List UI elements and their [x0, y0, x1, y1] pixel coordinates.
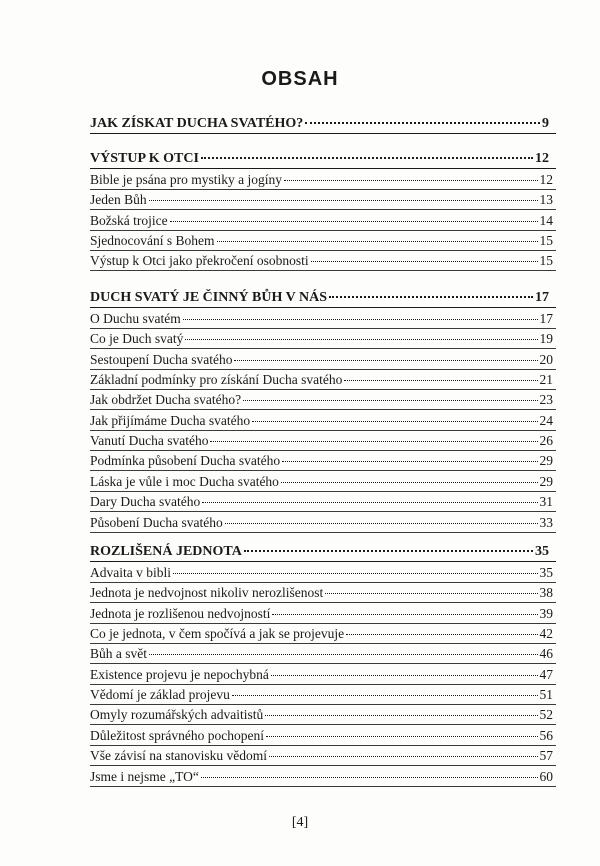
- dot-leader: [329, 284, 533, 298]
- toc-entry: [90, 190, 553, 209]
- dot-leader: [149, 643, 538, 655]
- entry-page-number: 15: [539, 253, 553, 269]
- toc-entry: [90, 685, 553, 704]
- dot-leader: [284, 169, 538, 181]
- dot-leader: [217, 230, 538, 242]
- entry-page-number: 33: [539, 514, 553, 530]
- section-page-number: 35: [535, 544, 549, 559]
- toc-entry: [90, 251, 553, 270]
- dot-leader: [201, 766, 538, 778]
- section-heading: [90, 287, 549, 308]
- dot-leader: [234, 349, 537, 361]
- toc-entry: [90, 472, 553, 491]
- entry-title: Vanutí Ducha svatého: [90, 433, 209, 449]
- entry-page-number: 29: [539, 473, 553, 489]
- entry-title: Láska je vůle i moc Ducha svatého: [90, 473, 279, 489]
- section-page-number: 12: [535, 151, 549, 166]
- dot-leader: [305, 110, 540, 124]
- entry-page-number: 20: [539, 351, 553, 367]
- section-title: ROZLIŠENÁ JEDNOTA: [90, 544, 242, 559]
- entry-title: Důležitost správného pochopení: [90, 727, 264, 743]
- section-title: JAK ZÍSKAT DUCHA SVATÉHO?: [90, 116, 304, 131]
- section-title: VÝSTUP K OTCI: [90, 151, 199, 166]
- entry-title: Advaita v bibli: [90, 565, 171, 580]
- dot-leader: [244, 538, 533, 552]
- dot-leader: [170, 210, 538, 222]
- dot-leader: [325, 582, 537, 594]
- entry-title: Působení Ducha svatého: [90, 514, 223, 530]
- toc-entry: [90, 350, 553, 369]
- entry-page-number: 31: [539, 494, 553, 510]
- toc-entry: [90, 513, 553, 532]
- dot-leader: [149, 189, 538, 201]
- entry-page-number: 35: [539, 565, 553, 580]
- entry-title: Výstup k Otci jako překročení osobnosti: [90, 253, 309, 269]
- entry-page-number: 39: [539, 605, 553, 621]
- entry-page-number: 38: [539, 585, 553, 601]
- toc-entry: [90, 390, 553, 409]
- toc-entry: [90, 563, 553, 582]
- toc-entry: [90, 726, 553, 745]
- entry-page-number: 21: [539, 372, 553, 388]
- section-title: DUCH SVATÝ JE ČINNÝ BŮH V NÁS: [90, 290, 328, 305]
- entry-page-number: 29: [539, 453, 553, 469]
- section-heading: [90, 148, 549, 169]
- section-heading: [90, 113, 549, 134]
- entry-page-number: 19: [539, 331, 553, 347]
- dot-leader: [243, 389, 537, 401]
- entry-title: Omyly rozumářských advaitistů: [90, 707, 264, 723]
- dot-leader: [173, 562, 538, 574]
- toc-entry: [90, 329, 553, 348]
- dot-leader: [202, 491, 537, 503]
- entry-title: Dary Ducha svatého: [90, 494, 201, 510]
- toc-entry: [90, 624, 553, 643]
- toc-entry: [90, 492, 553, 511]
- entry-title: Jednota je rozlišenou nedvojností: [90, 605, 271, 621]
- entry-page-number: 60: [539, 768, 553, 784]
- page-number: [4]: [291, 815, 309, 830]
- toc-entry: [90, 583, 553, 602]
- entry-title: Sestoupení Ducha svatého: [90, 351, 233, 367]
- dot-leader: [271, 664, 538, 676]
- entry-title: Základní podmínky pro získání Ducha svatého: [90, 372, 343, 388]
- toc-entry: [90, 431, 553, 450]
- dot-leader: [344, 369, 537, 381]
- entry-page-number: 56: [539, 727, 553, 743]
- entry-page-number: 24: [539, 412, 553, 428]
- entry-title: Jednota je nedvojnost nikoliv nerozlišenost: [90, 585, 324, 601]
- entry-page-number: 51: [539, 687, 553, 703]
- entry-page-number: 14: [539, 212, 553, 228]
- entry-title: O Duchu svatém: [90, 311, 181, 326]
- entry-page-number: 47: [539, 666, 553, 682]
- section-page-number: 9: [542, 116, 549, 131]
- entry-page-number: 57: [539, 748, 553, 764]
- dot-leader: [311, 250, 538, 262]
- section-underline: [90, 133, 556, 134]
- entry-page-number: 12: [539, 172, 553, 187]
- dot-leader: [210, 430, 537, 442]
- toc-entry: [90, 705, 553, 724]
- toc-entry: [90, 451, 553, 470]
- dot-leader: [282, 450, 537, 462]
- toc-entry: [90, 411, 553, 430]
- toc-entry: [90, 604, 553, 623]
- dot-leader: [281, 471, 538, 483]
- entry-page-number: 26: [539, 433, 553, 449]
- toc-entry: [90, 665, 553, 684]
- entry-underline: [90, 270, 556, 271]
- entry-title: Jak obdržet Ducha svatého?: [90, 392, 242, 408]
- entry-underline: [90, 532, 556, 533]
- entry-title: Co je jednota, v čem spočívá a jak se projevuje: [90, 626, 345, 642]
- toc-entry: [90, 231, 553, 250]
- toc-entry: [90, 746, 553, 765]
- entry-title: Vědomí je základ projevu: [90, 687, 230, 703]
- toc-entry: [90, 309, 553, 328]
- dot-leader: [265, 704, 537, 716]
- entry-title: Vše závisí na stanovisku vědomí: [90, 748, 267, 764]
- entry-page-number: 15: [539, 233, 553, 249]
- dot-leader: [232, 684, 538, 696]
- entry-title: Jak přijímáme Ducha svatého: [90, 412, 251, 428]
- dot-leader: [266, 725, 538, 737]
- toc-entry: [90, 767, 553, 786]
- entry-title: Co je Duch svatý: [90, 331, 184, 347]
- page-title: OBSAH: [261, 68, 339, 90]
- entry-page-number: 46: [539, 646, 553, 662]
- toc-entry: [90, 370, 553, 389]
- entry-underline: [90, 786, 556, 787]
- dot-leader: [225, 512, 538, 524]
- toc-entry: [90, 644, 553, 663]
- dot-leader: [272, 603, 537, 615]
- entry-title: Sjednocování s Bohem: [90, 233, 215, 249]
- toc-entry: [90, 170, 553, 189]
- entry-title: Podmínka působení Ducha svatého: [90, 453, 281, 469]
- entry-title: Existence projevu je nepochybná: [90, 666, 269, 682]
- entry-title: Jsme i nejsme „TO“: [90, 768, 199, 784]
- section-heading: [90, 541, 549, 562]
- section-page-number: 17: [535, 290, 549, 305]
- entry-page-number: 13: [539, 192, 553, 208]
- dot-leader: [185, 328, 537, 340]
- toc-entry: [90, 211, 553, 230]
- entry-page-number: 42: [539, 626, 553, 642]
- dot-leader: [201, 145, 533, 159]
- entry-title: Bůh a svět: [90, 646, 147, 662]
- entry-page-number: 17: [539, 311, 553, 326]
- entry-page-number: 23: [539, 392, 553, 408]
- dot-leader: [269, 745, 538, 757]
- entry-title: Bible je psána pro mystiky a jogíny: [90, 172, 282, 187]
- dot-leader: [252, 410, 537, 422]
- dot-leader: [183, 308, 538, 320]
- entry-title: Jeden Bůh: [90, 192, 147, 208]
- dot-leader: [346, 623, 537, 635]
- entry-title: Božská trojice: [90, 212, 168, 228]
- entry-page-number: 52: [539, 707, 553, 723]
